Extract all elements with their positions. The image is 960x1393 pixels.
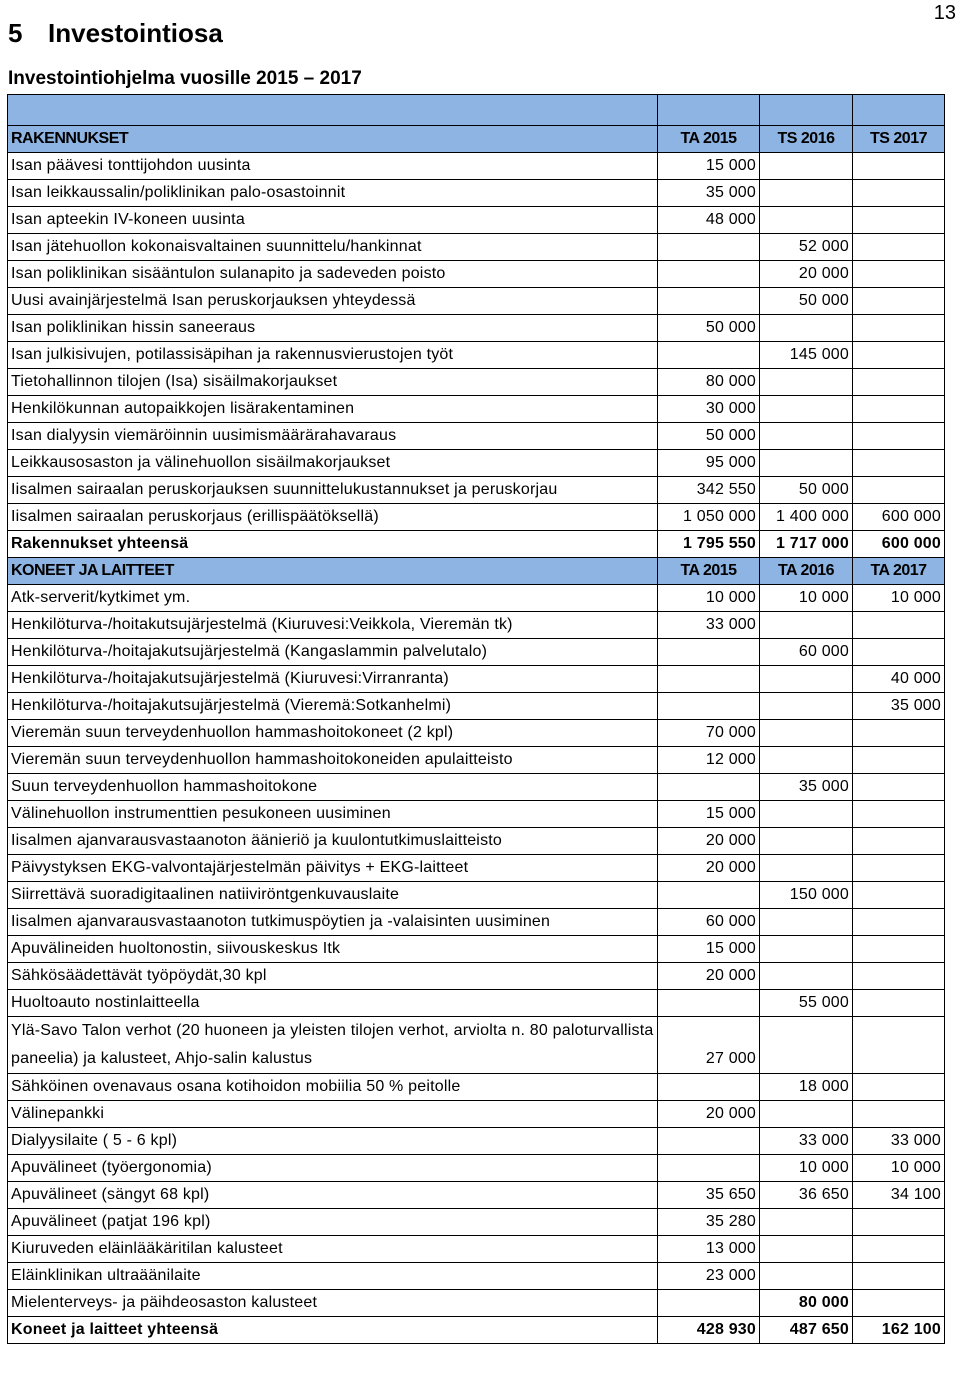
value-2016-cell	[760, 396, 853, 423]
value-2017-cell	[853, 369, 945, 396]
table-row	[8, 909, 945, 936]
value-2015-cell: 50 000	[658, 315, 760, 342]
value-2015-cell	[658, 1155, 760, 1182]
value-2016-cell	[760, 909, 853, 936]
value-2017-cell	[853, 1101, 945, 1128]
item-name-cell: Isan julkisivujen, potilassisäpihan ja rakennusvierustojen työt	[8, 342, 658, 369]
value-2017-cell	[853, 423, 945, 450]
item-name-cell: Mielenterveys- ja päihdeosaston kalusteet	[8, 1290, 658, 1317]
item-name-cell: Atk-serverit/kytkimet ym.	[8, 585, 658, 612]
value-2015-cell	[658, 774, 760, 801]
value-2016-cell	[760, 207, 853, 234]
item-name-cell: Henkilöturva-/hoitakutsujärjestelmä (Kiuruvesi:Veikkola, Vieremän tk)	[8, 612, 658, 639]
value-2017-cell: 34 100	[853, 1182, 945, 1209]
value-2017-cell	[853, 1263, 945, 1290]
value-2016-cell	[760, 747, 853, 774]
item-name-cell: Ylä-Savo Talon verhot (20 huoneen ja yleisten tilojen verhot, arviolta n. 80 paloturvallista paneelia) ja kalusteet, Ahjo-salin kalustus	[8, 1017, 658, 1074]
value-2016-cell: TS 2016	[760, 126, 853, 153]
value-2017-cell	[853, 477, 945, 504]
value-2015-cell: 23 000	[658, 1263, 760, 1290]
value-2015-cell	[658, 1290, 760, 1317]
value-2016-cell	[760, 180, 853, 207]
table-row	[8, 423, 945, 450]
table-row	[8, 1128, 945, 1155]
table-row	[8, 747, 945, 774]
value-2016-cell	[760, 693, 853, 720]
value-2016-cell	[760, 963, 853, 990]
table-row	[8, 936, 945, 963]
value-2017-cell	[853, 1290, 945, 1317]
item-name-cell: Vieremän suun terveydenhuollon hammashoitokoneet (2 kpl)	[8, 720, 658, 747]
value-2017-cell	[853, 774, 945, 801]
value-2015-cell: 70 000	[658, 720, 760, 747]
value-2017-cell	[853, 342, 945, 369]
value-2017-cell: TS 2017	[853, 126, 945, 153]
value-2016-cell	[760, 855, 853, 882]
value-2017-cell	[853, 936, 945, 963]
table-row	[8, 963, 945, 990]
table-row	[8, 207, 945, 234]
value-2017-cell	[853, 153, 945, 180]
value-2016-cell	[760, 720, 853, 747]
value-2015-cell: 1 050 000	[658, 504, 760, 531]
table-row	[8, 288, 945, 315]
value-2017-cell: 600 000	[853, 531, 945, 558]
value-2017-cell: 600 000	[853, 504, 945, 531]
value-2016-cell	[760, 828, 853, 855]
value-2016-cell: 20 000	[760, 261, 853, 288]
value-2017-cell	[853, 315, 945, 342]
item-name-cell: Isan dialyysin viemäröinnin uusimismäärärahavaraus	[8, 423, 658, 450]
value-2017-cell	[853, 1236, 945, 1263]
table-row	[8, 612, 945, 639]
item-name-cell: Suun terveydenhuollon hammashoitokone	[8, 774, 658, 801]
value-2016-cell: 50 000	[760, 288, 853, 315]
table-row	[8, 801, 945, 828]
item-name-cell: Rakennukset yhteensä	[8, 531, 658, 558]
item-name-cell: Apuvälineet (sängyt 68 kpl)	[8, 1182, 658, 1209]
value-2015-cell: 15 000	[658, 936, 760, 963]
value-2016-cell: 18 000	[760, 1074, 853, 1101]
chapter-number: 5	[8, 18, 23, 48]
value-2016-cell: 35 000	[760, 774, 853, 801]
table-row	[8, 639, 945, 666]
value-2017-cell: 33 000	[853, 1128, 945, 1155]
item-name-cell: Isan poliklinikan sisääntulon sulanapito ja sadeveden poisto	[8, 261, 658, 288]
table-row	[8, 1074, 945, 1101]
value-2015-cell	[658, 693, 760, 720]
value-2016-cell	[760, 936, 853, 963]
table-row	[8, 234, 945, 261]
value-2015-cell	[658, 234, 760, 261]
value-2017-cell	[853, 747, 945, 774]
value-2017-cell	[853, 1209, 945, 1236]
value-2015-cell: 48 000	[658, 207, 760, 234]
value-2017-cell	[853, 612, 945, 639]
item-name-cell: Tietohallinnon tilojen (Isa) sisäilmakorjaukset	[8, 369, 658, 396]
chapter-heading	[8, 18, 223, 49]
chapter-title: Investointiosa	[48, 18, 223, 48]
value-2016-cell: 145 000	[760, 342, 853, 369]
value-2017-cell	[853, 1017, 945, 1074]
value-2017-cell: 10 000	[853, 1155, 945, 1182]
value-2015-cell	[658, 639, 760, 666]
table-row	[8, 477, 945, 504]
value-2016-cell: 10 000	[760, 1155, 853, 1182]
value-2016-cell	[760, 1209, 853, 1236]
item-name-cell: Välinepankki	[8, 1101, 658, 1128]
value-2016-cell: 10 000	[760, 585, 853, 612]
table-row	[8, 1209, 945, 1236]
value-2016-cell	[760, 153, 853, 180]
value-2015-cell: 50 000	[658, 423, 760, 450]
value-2016-cell	[760, 1101, 853, 1128]
item-name-cell: Uusi avainjärjestelmä Isan peruskorjauksen yhteydessä	[8, 288, 658, 315]
item-name-cell: Huoltoauto nostinlaitteella	[8, 990, 658, 1017]
value-2015-cell	[658, 261, 760, 288]
band-cell	[8, 95, 658, 126]
table-row	[8, 1290, 945, 1317]
table-row	[8, 1101, 945, 1128]
value-2016-cell: 55 000	[760, 990, 853, 1017]
value-2015-cell: 20 000	[658, 828, 760, 855]
table-row	[8, 369, 945, 396]
item-name-cell: Apuvälineet (patjat 196 kpl)	[8, 1209, 658, 1236]
value-2017-cell	[853, 234, 945, 261]
value-2016-cell	[760, 1017, 853, 1074]
value-2016-cell	[760, 1263, 853, 1290]
value-2015-cell: TA 2015	[658, 126, 760, 153]
table-row	[8, 1017, 945, 1074]
band-cell	[760, 95, 853, 126]
table-row	[8, 828, 945, 855]
equipment-total-row	[8, 1317, 945, 1344]
investment-table	[7, 94, 945, 1344]
item-name-cell: Henkilöturva-/hoitajakutsujärjestelmä (Vieremä:Sotkanhelmi)	[8, 693, 658, 720]
value-2017-cell	[853, 720, 945, 747]
table-row	[8, 774, 945, 801]
band-cell	[853, 95, 945, 126]
table-row	[8, 450, 945, 477]
value-2016-cell: 60 000	[760, 639, 853, 666]
item-name-cell: Iisalmen ajanvarausvastaanoton tutkimuspöytien ja -valaisinten uusiminen	[8, 909, 658, 936]
value-2015-cell	[658, 882, 760, 909]
value-2015-cell: 60 000	[658, 909, 760, 936]
value-2016-cell	[760, 423, 853, 450]
item-name-cell: Henkilökunnan autopaikkojen lisärakentaminen	[8, 396, 658, 423]
value-2016-cell	[760, 801, 853, 828]
page-number: 13	[933, 2, 956, 24]
value-2015-cell	[658, 990, 760, 1017]
value-2015-cell	[658, 288, 760, 315]
value-2017-cell: 162 100	[853, 1317, 945, 1344]
table-row	[8, 1182, 945, 1209]
value-2016-cell: TA 2016	[760, 558, 853, 585]
band-cell	[658, 95, 760, 126]
value-2015-cell: 20 000	[658, 855, 760, 882]
value-2015-cell: 20 000	[658, 1101, 760, 1128]
value-2016-cell: 150 000	[760, 882, 853, 909]
value-2017-cell	[853, 639, 945, 666]
value-2015-cell: 95 000	[658, 450, 760, 477]
value-2017-cell	[853, 963, 945, 990]
value-2015-cell: 35 000	[658, 180, 760, 207]
value-2017-cell	[853, 288, 945, 315]
value-2016-cell: 36 650	[760, 1182, 853, 1209]
value-2015-cell: 428 930	[658, 1317, 760, 1344]
table-row	[8, 693, 945, 720]
value-2016-cell	[760, 450, 853, 477]
section-subtitle: Investointiohjelma vuosille 2015 – 2017	[8, 68, 362, 89]
table-row	[8, 153, 945, 180]
value-2017-cell	[853, 828, 945, 855]
value-2016-cell: 33 000	[760, 1128, 853, 1155]
table-row	[8, 342, 945, 369]
item-name-cell: Iisalmen sairaalan peruskorjaus (erillispäätöksellä)	[8, 504, 658, 531]
value-2015-cell: TA 2015	[658, 558, 760, 585]
value-2015-cell	[658, 1074, 760, 1101]
value-2015-cell: 342 550	[658, 477, 760, 504]
value-2017-cell	[853, 261, 945, 288]
value-2015-cell: 20 000	[658, 963, 760, 990]
value-2015-cell: 15 000	[658, 801, 760, 828]
value-2017-cell	[853, 882, 945, 909]
item-name-cell: Siirrettävä suoradigitaalinen natiiviröntgenkuvauslaite	[8, 882, 658, 909]
table-row	[8, 1155, 945, 1182]
item-name-cell: Sähköinen ovenavaus osana kotihoidon mobiilia 50 % peitolle	[8, 1074, 658, 1101]
value-2015-cell: 35 650	[658, 1182, 760, 1209]
table-row	[8, 990, 945, 1017]
value-2015-cell: 10 000	[658, 585, 760, 612]
item-name-cell: Kiuruveden eläinlääkäritilan kalusteet	[8, 1236, 658, 1263]
value-2016-cell	[760, 612, 853, 639]
item-name-cell: Dialyysilaite ( 5 - 6 kpl)	[8, 1128, 658, 1155]
value-2015-cell: 12 000	[658, 747, 760, 774]
value-2015-cell: 33 000	[658, 612, 760, 639]
table-row	[8, 180, 945, 207]
item-name-cell: Vieremän suun terveydenhuollon hammashoitokoneiden apulaitteisto	[8, 747, 658, 774]
value-2015-cell: 30 000	[658, 396, 760, 423]
value-2016-cell	[760, 666, 853, 693]
buildings-total-row	[8, 531, 945, 558]
value-2015-cell: 1 795 550	[658, 531, 760, 558]
value-2017-cell	[853, 990, 945, 1017]
item-name-cell: Apuvälineet (työergonomia)	[8, 1155, 658, 1182]
table-row	[8, 882, 945, 909]
buildings-header-row	[8, 126, 945, 153]
item-name-cell: Iisalmen ajanvarausvastaanoton äänieriö ja kuulontutkimuslaitteisto	[8, 828, 658, 855]
value-2016-cell: 52 000	[760, 234, 853, 261]
table-row	[8, 396, 945, 423]
item-name-cell: Apuvälineiden huoltonostin, siivouskeskus Itk	[8, 936, 658, 963]
table-row	[8, 1236, 945, 1263]
table-row	[8, 585, 945, 612]
item-name-cell: Eläinklinikan ultraäänilaite	[8, 1263, 658, 1290]
value-2016-cell: 487 650	[760, 1317, 853, 1344]
value-2016-cell: 50 000	[760, 477, 853, 504]
value-2017-cell: TA 2017	[853, 558, 945, 585]
item-name-cell: Leikkausosaston ja välinehuollon sisäilmakorjaukset	[8, 450, 658, 477]
value-2015-cell	[658, 666, 760, 693]
value-2017-cell	[853, 180, 945, 207]
value-2016-cell	[760, 1236, 853, 1263]
value-2017-cell	[853, 207, 945, 234]
item-name-cell: Iisalmen sairaalan peruskorjauksen suunnittelukustannukset ja peruskorjau	[8, 477, 658, 504]
item-name-cell: Isan leikkaussalin/poliklinikan palo-osastoinnit	[8, 180, 658, 207]
value-2016-cell	[760, 369, 853, 396]
value-2017-cell: 35 000	[853, 693, 945, 720]
table-row	[8, 1263, 945, 1290]
item-name-cell: RAKENNUKSET	[8, 126, 658, 153]
table-top-band	[8, 95, 945, 126]
value-2016-cell: 1 717 000	[760, 531, 853, 558]
item-name-cell: Päivystyksen EKG-valvontajärjestelmän päivitys + EKG-laitteet	[8, 855, 658, 882]
item-name-cell: Isan apteekin IV-koneen uusinta	[8, 207, 658, 234]
item-name-cell: Isan päävesi tonttijohdon uusinta	[8, 153, 658, 180]
item-name-cell: Välinehuollon instrumenttien pesukoneen uusiminen	[8, 801, 658, 828]
table-row	[8, 720, 945, 747]
value-2017-cell	[853, 801, 945, 828]
table-row	[8, 261, 945, 288]
value-2016-cell: 1 400 000	[760, 504, 853, 531]
value-2016-cell	[760, 315, 853, 342]
item-name-cell: Henkilöturva-/hoitajakutsujärjestelmä (Kangaslammin palvelutalo)	[8, 639, 658, 666]
value-2017-cell	[853, 909, 945, 936]
value-2015-cell: 80 000	[658, 369, 760, 396]
value-2015-cell: 35 280	[658, 1209, 760, 1236]
value-2015-cell	[658, 342, 760, 369]
table-row	[8, 666, 945, 693]
value-2017-cell	[853, 1074, 945, 1101]
item-name-cell: Isan poliklinikan hissin saneeraus	[8, 315, 658, 342]
table-row	[8, 504, 945, 531]
item-name-cell: Henkilöturva-/hoitajakutsujärjestelmä (Kiuruvesi:Virranranta)	[8, 666, 658, 693]
value-2017-cell: 10 000	[853, 585, 945, 612]
value-2016-cell: 80 000	[760, 1290, 853, 1317]
value-2017-cell	[853, 450, 945, 477]
value-2017-cell	[853, 396, 945, 423]
value-2015-cell: 15 000	[658, 153, 760, 180]
value-2017-cell: 40 000	[853, 666, 945, 693]
item-name-cell: KONEET JA LAITTEET	[8, 558, 658, 585]
item-name-cell: Isan jätehuollon kokonaisvaltainen suunnittelu/hankinnat	[8, 234, 658, 261]
item-name-cell: Koneet ja laitteet yhteensä	[8, 1317, 658, 1344]
value-2017-cell	[853, 855, 945, 882]
value-2015-cell: 27 000	[658, 1017, 760, 1074]
value-2015-cell: 13 000	[658, 1236, 760, 1263]
table-row	[8, 855, 945, 882]
item-name-cell: Sähkösäädettävät työpöydät,30 kpl	[8, 963, 658, 990]
table-row	[8, 315, 945, 342]
equipment-header-row	[8, 558, 945, 585]
value-2015-cell	[658, 1128, 760, 1155]
